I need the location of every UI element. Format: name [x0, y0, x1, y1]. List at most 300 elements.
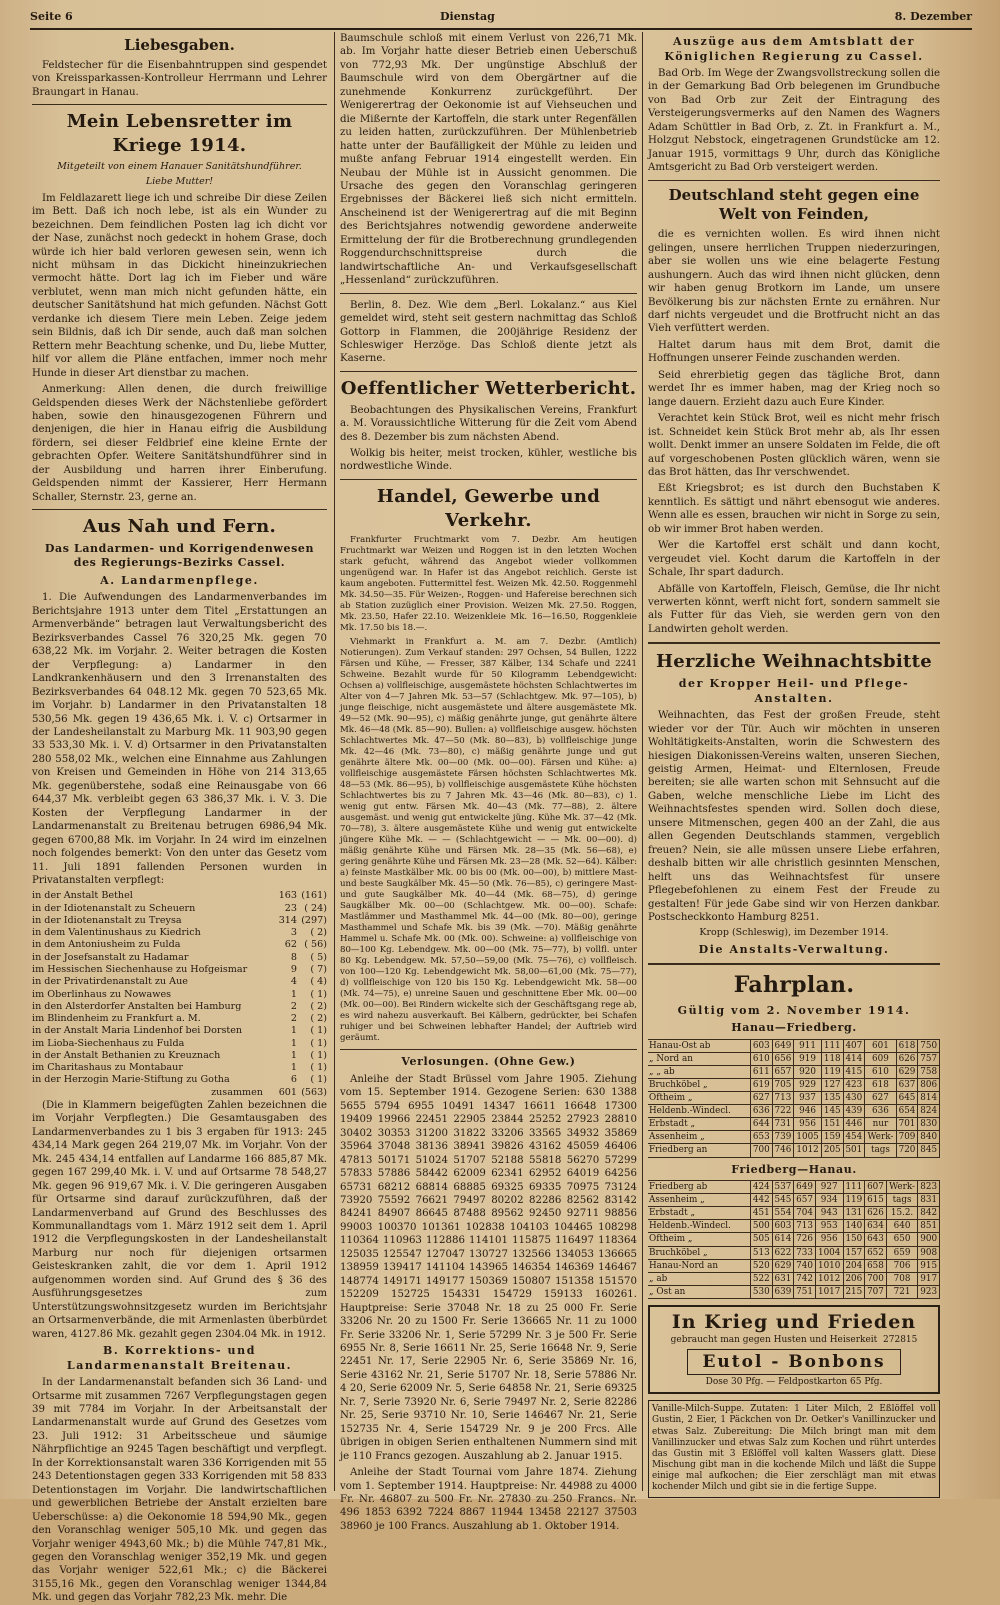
timetable-time: 611 [751, 1065, 773, 1078]
welt-paragraph: Haltet darum haus mit dem Brot, damit die Hoffnungen unserer Feinde zuschanden werden. [648, 339, 940, 365]
institution-prev-count: ( 1) [310, 1062, 327, 1074]
timetable-time: 721 [886, 1285, 918, 1298]
timetable-row [648, 1246, 940, 1259]
institution-name: im Oberlinhaus zu Nowawes [32, 988, 172, 1000]
timetable-row [648, 1144, 940, 1157]
divider [340, 293, 637, 294]
institutions-row [32, 1038, 327, 1050]
institutions-row [32, 903, 327, 915]
institutions-row [32, 1013, 327, 1025]
institutions-row [32, 964, 327, 976]
institution-prev-count: ( 1) [310, 1037, 327, 1049]
wetter-intro: Beobachtungen des Physikalischen Vereins, Frankfurt a. M. Voraussichtliche Witterung für die Zeit vom Abend des 8. Dezember bis zum nächsten Abend. [340, 404, 637, 443]
route-friedberg-hanau: Friedberg—Hanau. [731, 1162, 857, 1176]
timetable-time: 927 [815, 1181, 843, 1194]
lebensretter-greeting: Liebe Mutter! [145, 176, 214, 188]
column-2 [340, 32, 637, 1532]
timetable-time: 934 [815, 1194, 843, 1207]
column-rule [642, 32, 643, 1491]
timetable-time: 622 [772, 1246, 794, 1259]
timetable-station: Hanau-Nord an [648, 1259, 751, 1272]
welt-paragraph: die es vernichten wollen. Es wird ihnen nicht gelingen, unsere herrlichen Truppen niederzuringen, aber sie wollen uns wie eine belagerte Festung aushungern. Auch das wird ihnen nicht glücken, denn wir haben genug Brotkorn im Lande, um unsere Bevölkerung bis zur nächsten Ernte zu ernähren. Nur darf nichts vergeudet und die Brotfrucht nicht an das Vieh verfüttert werden. [648, 229, 940, 335]
timetable-time: 851 [918, 1220, 940, 1233]
timetable-station: Erbstadt „ [648, 1207, 751, 1220]
lebensretter-letter: Im Feldlazarett liege ich und schreibe Dir diese Zeilen im Bett. Daß ich noch lebe, ist als ein Wunder zu bezeichnen. Dem feindlichen Posten lag ich dicht vor der Nase, zunächst noch gedeckt in hohem Grase, doch würde ich hier bald verloren gewesen sein, wenn ich nicht mühsam in das Dickicht hineinzukriechen vermocht hätte. Dort lag ich im Fieber und wäre verblutet, wenn man mich nicht gefunden hätte, ein deutscher Sanitätshund hat mich gefunden. Nächst Gott verdanke ich diesem Tiere mein Leben. Zeige jedem sein Bildnis, daß ich Dir sende, auch daß man solchen Rettern mehr Beachtung schenke, und Du, liebe Mutter, hilf vor allem die Pläne entfachen, immer noch mehr Hunde in dieser Art dienstbar zu machen. [32, 192, 327, 379]
timetable-time: 658 [865, 1259, 887, 1272]
timetable-time: 639 [772, 1285, 794, 1298]
institution-name: im Lioba-Siechenhaus zu Fulda [32, 1037, 185, 1049]
institution-name: in der Josefsanstalt zu Hadamar [32, 951, 189, 963]
timetable-time: 937 [794, 1091, 822, 1104]
institution-prev-count: ( 2) [310, 927, 327, 939]
timetable-time: 751 [794, 1285, 816, 1298]
institutions-row [32, 952, 327, 964]
tournai-lottery: Anleihe der Stadt Tournai vom Jahre 1874. Ziehung vom 1. September 1914. Hauptpreise: Nr. 44988 zu 4000 Fr. Nr. 46807 zu 500 Fr. Nr. 27830 zu 250 Francs. Nr. 496 1853 6392 7224 8867 11944 13458 22127 37503 38960 je 100 Francs. Auszahlung ab 1. Oktober 1914. [340, 1467, 637, 1532]
institutions-row [32, 915, 327, 927]
berlin-report: Berlin, 8. Dez. Wie dem „Berl. Lokalanz.“ aus Kiel gemeldet wird, steht seit gestern nachmittag das Schloß Gottorp in Flammen, die 200jährige Residenz der Schleswiger Herzöge. Das Schloß diente jetzt als Kaserne. [340, 299, 637, 365]
timetable-time: 845 [918, 1144, 940, 1157]
timetable-station: Assenheim „ [648, 1131, 751, 1144]
timetable-time: 629 [772, 1259, 794, 1272]
timetable-time: 159 [821, 1131, 843, 1144]
timetable-time: 640 [886, 1220, 918, 1233]
timetable-time: 530 [751, 1285, 773, 1298]
timetable-time: 758 [918, 1065, 940, 1078]
timetable-time: 720 [896, 1144, 918, 1157]
divider [340, 371, 637, 372]
timetable-time: 634 [865, 1220, 887, 1233]
timetable-time: 607 [865, 1181, 887, 1194]
timetable-time: 135 [821, 1091, 843, 1104]
timetable-time: 614 [772, 1233, 794, 1246]
timetable-time: 953 [815, 1220, 843, 1233]
weekday: Dienstag [440, 10, 495, 23]
timetable-row [648, 1207, 940, 1220]
institution-count: 9 [290, 964, 297, 975]
institution-prev-count: ( 56) [304, 939, 327, 951]
baumschule-continuation: Baumschule schloß mit einem Verlust von 226,71 Mk. ab. Im Vorjahr hatte dieser Betrieb einen Ueberschuß von 772,93 Mk. Der ungünstige Abschluß der Baumschule wird von dem Obergärtner auf die zunehmende Konkurrenz zurückgeführt. Der Wenigerertrag der Oekonomie ist auf Viehseuchen und die Mißernte der Kartoffeln, die stark unter Regenfällen zu leiden hatten, zurückzuführen. Der Mühlenbetrieb hatte unter der Baufälligkeit der Mühle zu leiden und mußte anfang Februar 1914 eingestellt werden. Ein Neubau der Mühle ist in Aussicht genommen. Die Ursache des gegen den Voranschlag geringeren Ergebnisses der Bäckerei ließ sich nicht ermitteln. Anscheinend ist der Wenigerertrag auf die mit Beginn des Berichtsjahres notwendig gewordene anderweite Ermittelung der für die Brotberechnung grundlegenden Roggendurchschnittspreise durch die landwirtschaftliche An- und Verkaufsgesellschaft „Hessenland“ zurückzuführen. [340, 33, 637, 287]
timetable-time: 731 [772, 1118, 794, 1131]
timetable-time: 645 [896, 1091, 918, 1104]
timetable-time: 917 [918, 1272, 940, 1285]
timetable-time: 823 [918, 1181, 940, 1194]
timetable-time: 701 [896, 1118, 918, 1131]
timetable-time: 911 [794, 1039, 822, 1052]
timetable-time: 750 [918, 1039, 940, 1052]
timetable-time: 501 [843, 1144, 865, 1157]
timetable-time: 637 [896, 1078, 918, 1091]
timetable-time: 830 [918, 1118, 940, 1131]
lebensretter-note: Anmerkung: Allen denen, die durch freiwillige Geldspenden dieses Werk der Nächstenliebe gefördert haben, sowie den hinausgezogenen Führern und denjenigen, die hier in Hanau eifrig die Ausbildung fördern, sei dieser Feldbrief eine kleine Ernte der gebrachten Opfer. Weitere Sanitätshundführer sind in der Ausbildung und harren ihrer Einberufung. Geldspenden nimmt der Kassierer, Herr Hermann Schaller, Sternstr. 23, gerne an. [32, 384, 327, 503]
timetable-time: 423 [843, 1078, 865, 1091]
institution-count: 23 [284, 902, 297, 914]
welt-paragraph: Seid ehrerbietig gegen das tägliche Brot, dann werdet Ihr es immer haben, mag der Krieg noch so lange dauern. Erzieht dazu auch Eure Kinder. [648, 369, 940, 408]
ad-code: 272815 [883, 1335, 918, 1346]
institutions-row [32, 1050, 327, 1062]
timetable-row [648, 1065, 940, 1078]
institution-prev-count: ( 2) [310, 1000, 327, 1012]
weihnachtsbitte-heading: Herzliche Weihnachtsbitte [656, 651, 932, 673]
timetable-station: „ „ ab [648, 1065, 751, 1078]
handel-heading: Handel, Gewerbe und Verkehr. [376, 485, 601, 531]
timetable-row [648, 1039, 940, 1052]
timetable-time: 157 [843, 1246, 865, 1259]
institution-name: im Blindenheim zu Frankfurt a. M. [32, 1013, 201, 1025]
timetable-time: 111 [821, 1039, 843, 1052]
timetable-time: 636 [751, 1105, 773, 1118]
institution-name: in dem Valentinushaus zu Kiedrich [32, 927, 201, 939]
timetable-time: 656 [772, 1052, 794, 1065]
timetable-time: 705 [772, 1078, 794, 1091]
timetable-time: 956 [815, 1233, 843, 1246]
institutions-total-row [32, 1087, 327, 1099]
institutions-row [32, 1062, 327, 1074]
welt-paragraph: Verachtet kein Stück Brot, weil es nicht mehr frisch ist. Schneidet kein Stück Brot mehr ab, als Ihr essen wollt. Denkt immer an unsere Soldaten im Felde, die oft auf vorgeschobenen Posten glücklich wären, wenn sie das Brot hätten, das Ihr verschwendet. [648, 413, 940, 478]
timetable-time: 842 [918, 1207, 940, 1220]
timetable-time: 956 [794, 1118, 822, 1131]
timetable-time: 824 [918, 1105, 940, 1118]
nah-fern-subheading: Das Landarmen- und Korrigendenwesen des Regierungs-Bezirks Cassel. [44, 541, 315, 570]
timetable-station: Heldenb.-Windecl. [648, 1220, 751, 1233]
timetable-time: Werk- [886, 1181, 918, 1194]
timetable-time: 407 [843, 1039, 865, 1052]
institution-count: 4 [290, 976, 297, 988]
institution-count: 1 [290, 1025, 297, 1037]
weihnachtsbitte-text: Weihnachten, das Fest der großen Freude, steht wieder vor der Tür. Auch wir möchten in unseren Wohltätigkeits-Anstalten, worin die Schwestern des hiesigen Diakonissen-Vereins walten, unseren Siechen, geistig Armen, Heimat- und Elternlosen, Freude bereiten; sie alle warten schon mit Sehnsucht auf die Gaben, welche menschliche Liebe im Licht des Weihnachtsfestes spenden wird. Sollen doch diese, unsere Mitmenschen, gegen 400 an der Zahl, die aus allen Gegenden Deutschlands stammen, vergeblich freuen? Nein, sie alle müssen unsere Liebe erfahren, deshalb bitten wir alle christlich gesinnten Menschen, helft uns das Weihnachtsfest für unsere Pflegebefohlenen zu einem Fest der Freude zu gestalten! Für jede Gabe sind wir von Herzen dankbar. Postscheckkonto Hamburg 8251. [648, 710, 940, 923]
wetter-heading: Oeffentlicher Wetterbericht. [340, 377, 637, 399]
timetable-row [648, 1285, 940, 1298]
viehmarkt-report: Viehmarkt in Frankfurt a. M. am 7. Dezbr. (Amtlich) Notierungen). Zum Verkauf standen: 297 Ochsen, 54 Bullen, 1222 Färsen und Kühe, — Fresser, 387 Kälber, 134 Schafe und 2241 Schweine. Bezahlt wurde für 50 Kilogramm Lebendgewicht: Ochsen a) vollfleischige, ausgemästete höchsten Schlachtwertes im Alter von 4—7 Jahren Mk. 53—57 (Schlachtgew. Mk. 97—105), b) junge fleischige, nicht ausgemästete und ältere ausgemästete Mk. 49—52 (Mk. 90—95), c) mäßig genährte junge, gut genährte ältere Mk. 46—48 (Mk. 85—90). Bullen: a) vollfleischige ausgew. höchsten Schlachtwertes Mk. 47—50 (Mk. 80—83), b) vollfleischige junge Mk. 42—46 (Mk. 73—80), c) mäßig genährte junge und gut genährte ältere Mk. 00—00 (Mk. 00—00). Färsen und Kühe: a) vollfleischige ausgemästete Färsen höchsten Schlachtwertes Mk. 48—53 (Mk. 86—95), b) vollfleischige ausgemästete Kühe höchsten Schlachtwertes bis zu 7 Jahren Mk. 43—46 (Mk. 80—83), c) 1. wenig gut entw. Färsen Mk. 40—43 (Mk. 77—88), 2. ältere ausgemäst. und wenig gut entwickelte jüng. Kühe Mk. 37—42 (Mk. 70—78), 3. ältere ausgemästete Kühe und wenig gut entwickelte jüngere Kühe Mk. — — (Schlachtgewicht — — Mk. 00—00). d) mäßig genährte Kühe und Färsen Mk. 28—35 (Mk. 56—68), e) gering genährte Kühe und Färsen Mk. 23—28 (Mk. 52—64). Kälber: a) feinste Mastkälber Mk. 00 bis 00 (Mk. 00—00), b) mittlere Mast- und beste Saugkälber Mk. 45—50 (Mk. 76—85), c) geringere Mast- und gute Saugkälber Mk. 40—44 (Mk. 68—75), d) geringe Saugkälber Mk. 00—00 (Schlachtgew. Mk. 00—00). Schafe: Mastlämmer und Masthammel Mk. 44—00 (Mk. 80—00), geringe Masthammel und Schafe Mk. bis 39 (Mk. —70). Mäßig genährte Hammel u. Schafe Mk. 00 (Mk. 00). Schweine: a) vollfleischige von 80—100 Kg. Lebendgew. Mk. 00—00 (Mk. 75—77), b) vollfl. unter 80 Kg. Lebendgew. Mk. 57,50—59,00 (Mk. 75—76), c) vollfleisch. von 100—120 Kg. Lebendgewicht Mk. 58,00—61,00 (Mk. 75—77), d) vollfleischige von 120 bis 150 Kg. Lebendgewicht Mk. 58—00 (Mk. 74—75), e) unreine Sauen und geschnittene Eber Mk. 00—00 (Mk. 00—00). Bei Rindern wickelte sich der Geschäftsgang rege ab, es wird nahezu ausverkauft. Bei Kälbern, gedrückter, bei Schafen ruhiger und bei Schweinen lebhafter Handel; der Auftrieb wird geräumt. [340, 637, 637, 1044]
timetable-time: 430 [843, 1091, 865, 1104]
timetable-row [648, 1259, 940, 1272]
timetable-time: 520 [751, 1259, 773, 1272]
wetter-forecast: Wolkig bis heiter, meist trocken, kühler, westliche bis nordwestliche Winde. [340, 447, 637, 473]
timetable-station: Bruchköbel „ [648, 1078, 751, 1091]
timetable-time: 946 [794, 1105, 822, 1118]
timetable-time: 150 [843, 1233, 865, 1246]
timetable-time: 513 [751, 1246, 773, 1259]
timetable-hanau-friedberg [648, 1039, 940, 1158]
timetable-station: Oftheim „ [648, 1091, 751, 1104]
timetable-time: 151 [821, 1118, 843, 1131]
institution-count: 1 [290, 1062, 297, 1074]
timetable-time: 631 [772, 1272, 794, 1285]
timetable-time: 650 [886, 1233, 918, 1246]
timetable-station: „ Ost an [648, 1285, 751, 1298]
timetable-station: Assenheim „ [648, 1194, 751, 1207]
timetable-time: 414 [843, 1052, 865, 1065]
timetable-time: 920 [794, 1065, 822, 1078]
institution-prev-count: ( 5) [310, 951, 327, 963]
timetable-time: 627 [751, 1091, 773, 1104]
divider [32, 509, 327, 510]
institution-prev-count: (297) [301, 914, 327, 926]
breitenau-text: In der Landarmenanstalt befanden sich 36 Land- und Ortsarme mit zusammen 7267 Verpflegungstagen gegen 39 mit 7784 im Vorjahr. In der Arbeitsanstalt der Landarmenanstalt wurde auf Grund des Gesetzes vom 23. Juli 1912: 31 Arbeitsscheue und säumige Nährpflichtige an 9245 Tagen beschäftigt und verpflegt. In der Korrektionsanstalt waren 336 Korrigenden mit 55 243 Detentionstagen gegen 333 Korrigenden mit 58 833 Detentionstagen im Vorjahr. Die landwirtschaftlichen und gewerblichen Betriebe der Anstalt erzielten bare Ueberschüsse: a) die Oekonomie 18 594,90 Mk., gegen den Voranschlag weniger 505,10 Mk. und gegen das Vorjahr weniger 4943,60 Mk.; b) die Mühle 747,81 Mk., gegen den Voranschlag weniger 352,19 Mk. und gegen das Vorjahr weniger 522,61 Mk.; c) die Bäckerei 3155,16 Mk., gegen den Voranschlag weniger 1344,84 Mk. und gegen das Vorjahr 782,23 Mk. mehr. Die [32, 1377, 327, 1604]
timetable-row [648, 1131, 940, 1144]
timetable-time: 704 [794, 1207, 816, 1220]
timetable-station: „ Nord an [648, 1052, 751, 1065]
timetable-time: 1004 [815, 1246, 843, 1259]
timetable-time: 1005 [794, 1131, 822, 1144]
landarmen-summary: (Die in Klammern beigefügten Zahlen bezeichnen die im Vorjahr Verpflegten.) Die Gesamtausgaben des Landarmenverbandes zu 1 bis 3 ergaben für 1913: 245 434,14 Mark gegen 264 219,07 Mk. im Vorjahr. Von der Mk. 245 434,14 entfallen auf Landarme 166 885,87 Mk. gegen 167 299,40 Mk. i. V. und auf Ortsarme 78 548,27 Mk. gegen 96 919,67 Mk. i. V. Die geringeren Ausgaben für Ortsarme sind darauf zurückzuführen, daß der Landarmenverband auf Grund des Beschlusses des Kommunallandtags vom 1. März 1912 seit dem 1. April 1912 die Verpflegungskosten in der Landesheilanstalt Marburg nur noch für diejenigen ortsarmen Geisteskranken zahlt, die vor dem 1. April 1912 aufgenommen worden sind. Auf Grund des § 36 des Ausführungsgesetzes zum Unterstützungswohnsitzgesetz wurden im Berichtsjahr an Ortsarmenverbände, die mit Armenlasten überbürdet waren, 4127.86 Mk. gezahlt gegen 2304.04 Mk. in 1912. [32, 1099, 327, 1340]
timetable-time: 709 [896, 1131, 918, 1144]
ad-subline-text: gebraucht man gegen Husten und Heiserkeit [670, 1335, 878, 1346]
recipe-advertisement: Vanille-Milch-Suppe. Zutaten: 1 Liter Milch, 2 Eßlöffel voll Gustin, 2 Eier, 1 Päckchen von Dr. Oetker's Vanillinzucker und etwas Salz. Zubereitung: Die Milch bringt man mit dem Vanillinzucker und etwas Salz zum Kochen und rührt unterdes das Gustin mit 3 Eßlöffel voll kalten Wassers glatt. Diese Mischung gibt man in die kochende Milch und läßt die Suppe einige mal aufkochen; die Eier zerschlägt man mit etwas kochender Milch und gibt sie in die fertige Suppe. [648, 1400, 940, 1497]
timetable-time: 442 [751, 1194, 773, 1207]
timetable-time: 603 [772, 1220, 794, 1233]
timetable-station: „ ab [648, 1272, 751, 1285]
timetable-time: 619 [751, 1078, 773, 1091]
ad-price: Dose 30 Pfg. — Feldpostkarton 65 Pfg. [705, 1377, 883, 1388]
institution-count: 314 [278, 914, 297, 926]
institution-name: in der Anstalt Bethanien zu Kreuznach [32, 1049, 221, 1061]
liebesgaben-heading: Liebesgaben. [124, 36, 235, 54]
timetable-time: 806 [918, 1078, 940, 1091]
timetable-time: 618 [896, 1039, 918, 1052]
timetable-time: 652 [865, 1246, 887, 1259]
timetable-time: 131 [843, 1207, 865, 1220]
timetable-time: 644 [751, 1118, 773, 1131]
timetable-time: 814 [918, 1091, 940, 1104]
institutions-row [32, 927, 327, 939]
institution-prev-count: ( 1) [310, 988, 327, 1000]
timetable-time: 919 [794, 1052, 822, 1065]
institution-count: 1 [290, 988, 297, 1000]
timetable-station: Oftheim „ [648, 1233, 751, 1246]
timetable-time: 601 [865, 1039, 897, 1052]
liebesgaben-text: Feldstecher für die Eisenbahntruppen sind gespendet von Kreissparkassen-Kontrolleur Herrmann und Lehrer Braungart in Hanau. [32, 59, 327, 98]
timetable-time: 654 [896, 1105, 918, 1118]
institution-count: 601 [278, 1086, 297, 1098]
institution-prev-count: (161) [301, 890, 327, 902]
institutions-row [32, 1074, 327, 1086]
institution-prev-count: ( 1) [310, 1074, 327, 1086]
welt-heading: Deutschland steht gegen eine Welt von Feinden, [668, 185, 920, 224]
institutions-row [32, 1025, 327, 1037]
page-number: Seite 6 [30, 10, 73, 23]
weihnachtsbitte-place-date: Kropp (Schleswig), im Dezember 1914. [699, 927, 889, 939]
fahrplan-heading: Fahrplan. [733, 972, 855, 999]
institutions-row [32, 1001, 327, 1013]
timetable-time: 618 [865, 1078, 897, 1091]
amtsblatt-heading: Auszüge aus dem Amtsblatt der Königlichen Regierung zu Cassel. [664, 35, 924, 63]
institution-name: in der Idiotenanstalt zu Scheuern [32, 902, 196, 914]
institution-count: 3 [290, 927, 297, 939]
timetable-time: 610 [865, 1065, 897, 1078]
weihnachtsbitte-subheading: der Kropper Heil- und Pflege-Anstalten. [678, 677, 910, 705]
weihnachtsbitte-signature: Die Anstalts-Verwaltung. [698, 942, 890, 956]
timetable-time: 657 [794, 1194, 816, 1207]
timetable-time: 1012 [794, 1144, 822, 1157]
institution-prev-count: ( 2) [310, 1013, 327, 1025]
timetable-row [648, 1194, 940, 1207]
timetable-time: 636 [865, 1105, 897, 1118]
institution-count: 8 [290, 951, 297, 963]
timetable-time: tags [886, 1194, 918, 1207]
timetable-time: 739 [772, 1131, 794, 1144]
timetable-time: 629 [896, 1065, 918, 1078]
institution-count: 1 [290, 1049, 297, 1061]
ad-headline: In Krieg und Frieden [671, 1311, 917, 1334]
timetable-row [648, 1233, 940, 1246]
verlosungen-heading: Verlosungen. (Ohne Gew.) [401, 1055, 576, 1069]
timetable-time: 415 [843, 1065, 865, 1078]
landarmenpflege-heading: A. Landarmenpflege. [100, 573, 259, 587]
institution-name: in der Herzogin Marie-Stiftung zu Gotha [32, 1074, 230, 1086]
timetable-time: 708 [886, 1272, 918, 1285]
timetable-station: Friedberg ab [648, 1181, 751, 1194]
timetable-time: 615 [865, 1194, 887, 1207]
route-hanau-friedberg: Hanau—Friedberg. [731, 1021, 857, 1035]
institution-name: in der Anstalt Maria Lindenhof bei Dorsten [32, 1025, 243, 1037]
timetable-row [648, 1052, 940, 1065]
institutions-row [32, 989, 327, 1001]
institution-count: 163 [278, 890, 297, 902]
timetable-row [648, 1181, 940, 1194]
timetable-time: 537 [772, 1181, 794, 1194]
institution-prev-count: ( 24) [304, 902, 327, 914]
timetable-time: 700 [865, 1272, 887, 1285]
timetable-time: 707 [865, 1285, 887, 1298]
institution-prev-count: (563) [301, 1086, 327, 1098]
timetable-row [648, 1091, 940, 1104]
divider [340, 1049, 637, 1050]
institution-prev-count: ( 1) [310, 1025, 327, 1037]
date: 8. Dezember [894, 10, 972, 23]
timetable-time: 603 [751, 1039, 773, 1052]
timetable-time: 740 [794, 1259, 816, 1272]
timetable-station: Bruchköbel „ [648, 1246, 751, 1259]
institution-count: 2 [290, 1000, 297, 1012]
institution-prev-count: ( 1) [310, 1049, 327, 1061]
timetable-time: 900 [918, 1233, 940, 1246]
landarmenpflege-text: 1. Die Aufwendungen des Landarmenverbandes im Berichtsjahre 1913 unter dem Titel „Erstattungen an Armenverbände“ betragen laut Verwaltungsbericht des Bezirksverbandes Cassel 76 320,25 Mk. gegen 70 638,22 Mk. im Vorjahr. 2. Weiter betragen die Kosten der Verpflegung: a) Landarmer in den Landkrankenhäusern und den 3 Irrenanstalten des Bezirksverbandes 64 048.12 Mk. gegen 70 523,65 Mk. im Vorjahr. b) Landarmer in den Privatanstalten 18 530,56 Mk. gegen 19 436,65 Mk. i. V. c) Ortsarmer in der Landesheilanstalt zu Marburg Mk. 11 903,90 gegen 33 533,30 Mk. i. V. d) Ortsarmer in den Privatanstalten 280 558,02 Mk., welchen eine Einnahme aus Zahlungen von Kreisen und Gemeinden in Höhe von 214 313,65 Mk. gegenüberstehe, sodaß eine Reinausgabe von 66 644,37 Mk. verbleibt gegen 63 386,37 Mk. i. V. 3. Die Kosten der Verpflegung Landarmer in der Landarmenanstalt zu Breitenau betrugen 6986,94 Mk. gegen 6700,88 Mk. im Vorjahr. In 24 wird im einzelnen noch folgendes bemerkt: Von den unter das Gesetz vom 11. Juli 1891 fallenden Personen wurden in Privatanstalten verpflegt: [32, 592, 327, 886]
timetable-row [648, 1220, 940, 1233]
fahrplan-validity: Gültig vom 2. November 1914. [677, 1003, 911, 1017]
timetable-time: tags [865, 1144, 897, 1157]
timetable-time: 439 [843, 1105, 865, 1118]
timetable-time: 610 [751, 1052, 773, 1065]
timetable-time: 840 [918, 1131, 940, 1144]
timetable-station: Heldenb.-Windecl. [648, 1105, 751, 1118]
timetable-time: 700 [751, 1144, 773, 1157]
institutions-table [32, 890, 327, 1099]
institution-count: 62 [284, 939, 297, 951]
institution-name: in dem Antoniusheim zu Fulda [32, 939, 181, 951]
timetable-time: 627 [865, 1091, 897, 1104]
institution-name: in der Anstalt Bethel [32, 890, 133, 902]
timetable-time: 206 [843, 1272, 865, 1285]
timetable-time: 205 [821, 1144, 843, 1157]
timetable-time: 908 [918, 1246, 940, 1259]
timetable-time: 609 [865, 1052, 897, 1065]
timetable-time: 1012 [815, 1272, 843, 1285]
institution-name: im Hessischen Siechenhause zu Hofgeismar [32, 964, 248, 975]
lebensretter-byline: Mitgeteilt von einem Hanauer Sanitätshundführer. [57, 160, 302, 172]
timetable-time: 119 [843, 1194, 865, 1207]
timetable-time: 1017 [815, 1285, 843, 1298]
timetable-time: 500 [751, 1220, 773, 1233]
institution-name: im Charitashaus zu Montabaur [32, 1062, 183, 1074]
institutions-row [32, 890, 327, 902]
timetable-time: 915 [918, 1259, 940, 1272]
divider [340, 479, 637, 480]
institution-count: 2 [290, 1013, 297, 1025]
column-rule [334, 32, 335, 1491]
timetable-time: 140 [843, 1220, 865, 1233]
timetable-time: 626 [896, 1052, 918, 1065]
timetable-time: 726 [794, 1233, 816, 1246]
timetable-row [648, 1105, 940, 1118]
institution-count: 6 [290, 1074, 297, 1086]
lebensretter-heading: Mein Lebensretter im Kriege 1914. [66, 111, 293, 156]
institution-name: in den Alsterdorfer Anstalten bei Hamburg [32, 1000, 242, 1012]
fruchtmarkt-report: Frankfurter Fruchtmarkt vom 7. Dezbr. Am heutigen Fruchtmarkt war Weizen und Roggen ist in den letzten Wochen stark gefucht, während das Angebot wieder vollkommen ungenügend war. In Hafer ist das Angebot reichlich. Gerste ist kaum angeboten. Futtermittel fest. Weizen Mk. 42.50. Roggenmehl Mk. 34.50—35. Für Weizen-, Roggen- und Hafereise berechnen sich ab Station zuzüglich einer Provision. Weizen Mk. 27.50. Roggen, Mk. 23.50, Hafer 22.10. Weizenkleie Mk. 16—16.50, Roggenkleie Mk. 17.50 bis 18.—. [340, 535, 637, 634]
institution-prev-count: ( 4) [310, 976, 327, 988]
timetable-time: 204 [843, 1259, 865, 1272]
timetable-time: 733 [794, 1246, 816, 1259]
page-header [30, 8, 972, 30]
timetable-time: 446 [843, 1118, 865, 1131]
welt-paragraph: Eßt Kriegsbrot; es ist durch den Buchstaben K kenntlich. Es sättigt und nährt ebensogut wie anderes. Wenn alle es essen, brauchen wir nicht in Sorge zu sein, ob wir immer Brot haben werden. [648, 483, 940, 535]
divider [648, 642, 940, 644]
institutions-row [32, 939, 327, 951]
timetable-time: 929 [794, 1078, 822, 1091]
timetable-time: 659 [886, 1246, 918, 1259]
institution-name: zusammen [211, 1086, 263, 1098]
timetable-time: 554 [772, 1207, 794, 1220]
timetable-time: 454 [843, 1131, 865, 1144]
column-1 [32, 32, 327, 1604]
timetable-time: 626 [865, 1207, 887, 1220]
timetable-time: 831 [918, 1194, 940, 1207]
timetable-time: 1010 [815, 1259, 843, 1272]
institution-count: 1 [290, 1037, 297, 1049]
column-3 [648, 32, 940, 1491]
eutol-advertisement [648, 1305, 940, 1394]
timetable-time: 119 [821, 1065, 843, 1078]
timetable-time: 722 [772, 1105, 794, 1118]
timetable-time: 649 [772, 1039, 794, 1052]
timetable-time: 118 [821, 1052, 843, 1065]
timetable-row [648, 1272, 940, 1285]
timetable-time: 643 [865, 1233, 887, 1246]
timetable-station: Erbstadt „ [648, 1118, 751, 1131]
institutions-row [32, 976, 327, 988]
timetable-time: 713 [794, 1220, 816, 1233]
timetable-time: 649 [794, 1181, 816, 1194]
timetable-time: 451 [751, 1207, 773, 1220]
welt-paragraph: Abfälle von Kartoffeln, Fleisch, Gemüse, die Ihr nicht verwerten könnt, werft nicht fort, sondern sammelt sie als Futter für das Vieh, sie werden gern von den Landwirten geholt werden. [648, 583, 940, 635]
timetable-time: 757 [918, 1052, 940, 1065]
timetable-time: 111 [843, 1181, 865, 1194]
timetable-time: 653 [751, 1131, 773, 1144]
timetable-time: 424 [751, 1181, 773, 1194]
timetable-time: nur [865, 1118, 897, 1131]
timetable-time: 943 [815, 1207, 843, 1220]
timetable-time: 713 [772, 1091, 794, 1104]
timetable-time: 923 [918, 1285, 940, 1298]
nah-fern-heading: Aus Nah und Fern. [82, 516, 277, 538]
bruessel-lottery: Anleihe der Stadt Brüssel vom Jahre 1905. Ziehung vom 15. September 1914. Gezogene Serien: 630 1388 5655 5794 6955 10491 14347 16611 16648 17300 19409 19966 22451 22905 23844 25252 27923 28810 30402 30353 31200 31822 33206 33565 34932 35869 35964 37048 38136 38941 39826 43162 45059 46406 47813 50171 51024 51707 52188 55818 56270 57299 57833 57886 58442 62009 62341 62952 64019 64256 65731 68212 68814 68885 69325 69335 70975 73124 73920 75592 76621 79497 80202 82286 82562 83142 84241 84907 86645 87488 89562 92450 92711 98856 99003 100370 101361 102838 104103 104465 108298 110364 110963 112886 114101 115875 116497 118364 125035 125547 127047 130727 132566 134053 136665 138959 139417 141104 143965 146354 146369 146467 148774 149171 149177 150369 150807 151358 151570 152209 152725 154331 154729 159133 160261. Hauptpreise: Serie 37048 Nr. 18 zu 25 000 Fr. Serie 33206 Nr. 20 zu 1500 Fr. Serie 136665 Nr. 11 zu 1000 Fr. Serie 33206 Nr. 1, Serie 57299 Nr. 3 je 500 Fr. Serie 6955 Nr. 8, Serie 16611 Nr. 25, Serie 16648 Nr. 9, Serie 22451 Nr. 17, Serie 22905 Nr. 6, Serie 35869 Nr. 16, Serie 43162 Nr. 21, Serie 51707 Nr. 18, Serie 57886 Nr. 4 20, Serie 62009 Nr. 5, Serie 64858 Nr. 21, Serie 69325 Nr. 7, Serie 73920 Nr. 6, Serie 79497 Nr. 2, Serie 82286 Nr. 25, Serie 93710 Nr. 10, Serie 146467 Nr. 21, Serie 152735 Nr. 4, Serie 154729 Nr. 9 je 200 Frcs. Alle übrigen in obigen Serien enthaltenen Nummern sind mit je 110 Francs gezogen. Auszahlung ab 2. Januar 1915. [340, 1073, 637, 1462]
breitenau-heading: B. Korrektions- und Landarmenanstalt Breitenau. [66, 1344, 293, 1372]
institution-name: in der Idiotenanstalt zu Treysa [32, 914, 182, 926]
institution-name: in der Privatirdenanstalt zu Aue [32, 976, 188, 988]
divider [648, 180, 940, 181]
timetable-time: Werk- [865, 1131, 897, 1144]
timetable-time: 746 [772, 1144, 794, 1157]
amtsblatt-text: Bad Orb. Im Wege der Zwangsvollstreckung sollen die in der Gemarkung Bad Orb belegenen im Grundbuche von Bad Orb zur Zeit der Eintragung des Versteigerungsvermerks auf den Namen des Wagners Adam Schüttler in Bad Orb, z. Zt. in Frankfurt a. M., Holzgut Nebstock, eingetragenen Grundstücke am 12. Januar 1915, vormittags 9 Uhr, durch das Königliche Amtsgericht zu Bad Orb versteigert werden. [648, 68, 940, 174]
